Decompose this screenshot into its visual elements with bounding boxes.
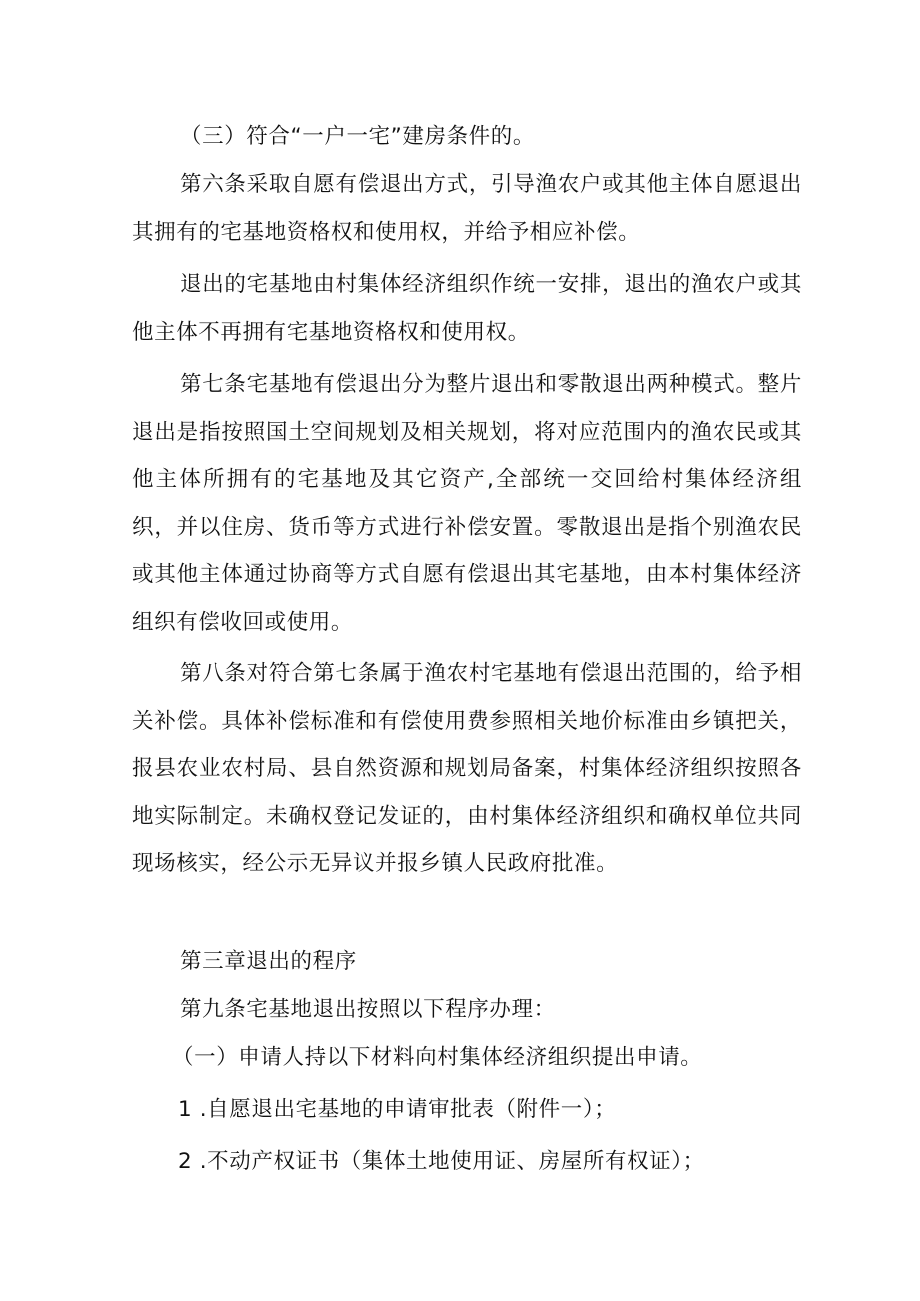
article-8-paragraph: 第八条对符合第七条属于渔农村宅基地有偿退出范围的，给予相关补偿。具体补偿标准和有偿使用费参照相关地价标准由乡镇把关，报县农业农村局、县自然资源和规划局备案，村集体经济组织按照各地实际制定。未确权登记发证的，由村集体经济组织和确权单位共同现场核实，经公示无异议并报乡镇人民政府批准。 [132,661,802,876]
article-7-paragraph: 第七条宅基地有偿退出分为整片退出和零散退出两种模式。整片退出是指按照国土空间规划及相关规划，将对应范围内的渔农民或其他主体所拥有的宅基地及其它资产,全部统一交回给村集体经济组织，并以住房、货币等方式进行补偿安置。零散退出是指个别渔农民或其他主体通过协商等方式自愿有偿退出其宅基地，由本村集体经济组织有偿收回或使用。 [132,372,802,635]
chapter-3-heading: 第三章退出的程序 [180,949,357,974]
step-1-text: （一）申请人持以下材料向村集体经济组织提出申请。 [172,1045,703,1070]
article-6-paragraph: 第六条采取自愿有偿退出方式，引导渔农户或其他主体自愿退出其拥有的宅基地资格权和使用权，并给予相应补偿。 [132,172,802,245]
material-2-text: 2 .不动产权证书（集体土地使用证、房屋所有权证）； [178,1149,705,1174]
article-6-continuation-paragraph: 退出的宅基地由村集体经济组织作统一安排，退出的渔农户或其他主体不再拥有宅基地资格权和使用权。 [132,272,802,345]
article-9-text: 第九条宅基地退出按照以下程序办理： [180,997,556,1022]
material-1-text: 1 .自愿退出宅基地的申请审批表（附件一）； [178,1097,617,1122]
item-3-text: （三）符合“一户一宅”建房条件的。 [180,124,535,149]
